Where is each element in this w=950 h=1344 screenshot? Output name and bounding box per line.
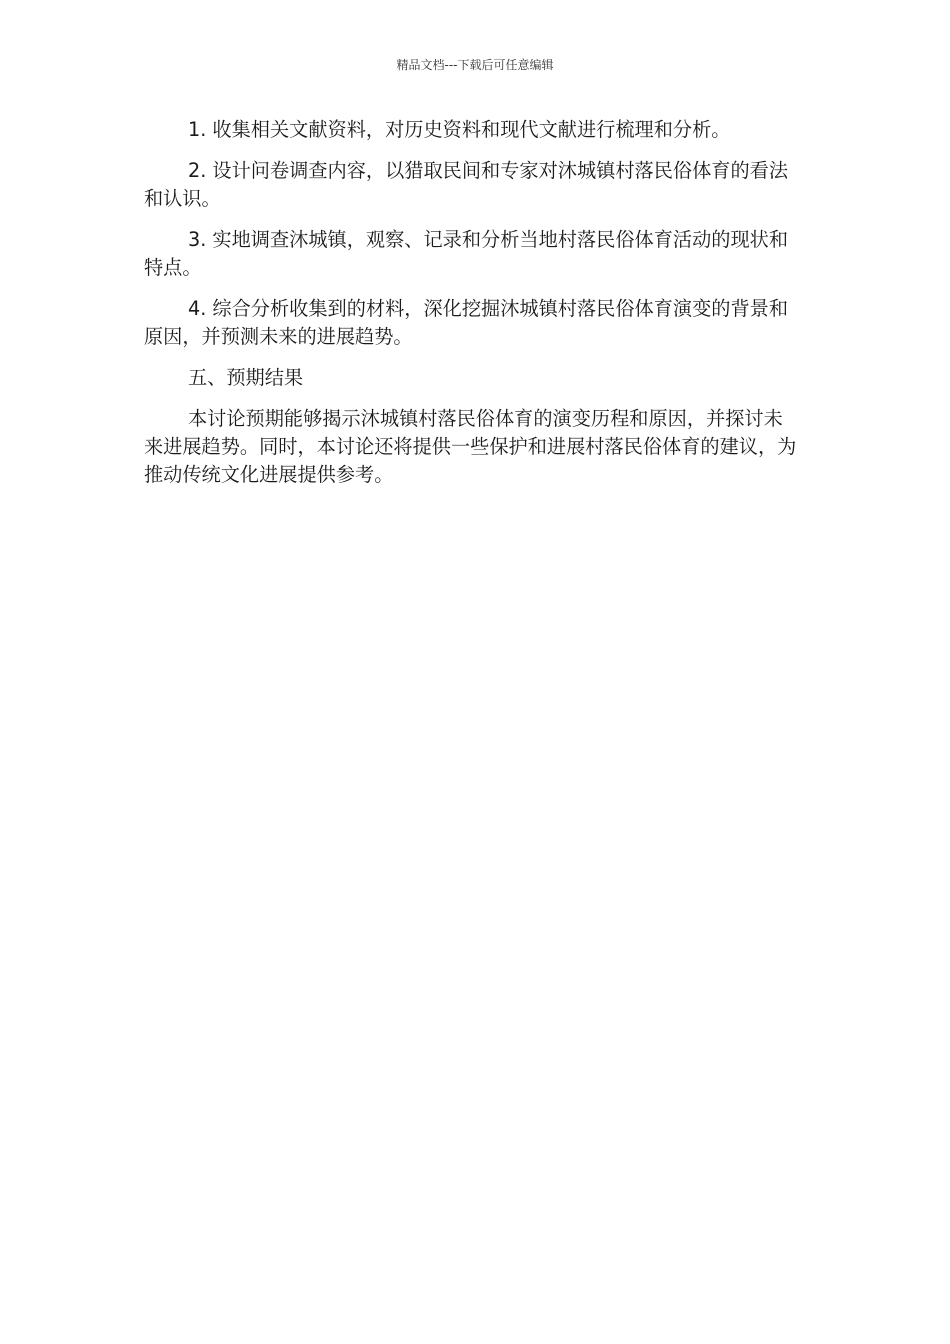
- document-body: [144, 116, 800, 502]
- page-header: 精品文档---下载后可任意编辑: [396, 58, 554, 72]
- body-paragraph: 本讨论预期能够揭示沐城镇村落民俗体育的演变历程和原因，并探讨未来进展趋势。同时，本讨论还将提供一些保护和进展村落民俗体育的建议，为推动传统文化进展提供参考。: [144, 407, 797, 486]
- list-item-2: 2. 设计问卷调查内容，以猎取民间和专家对沐城镇村落民俗体育的看法和认识。: [144, 159, 789, 210]
- list-item-3: 3. 实地调查沐城镇，观察、记录和分析当地村落民俗体育活动的现状和特点。: [144, 228, 789, 279]
- list-item-4: 4. 综合分析收集到的材料，深化挖掘沐城镇村落民俗体育演变的背景和原因，并预测未来的进展趋势。: [144, 297, 789, 348]
- list-item-1: 1. 收集相关文献资料，对历史资料和现代文献进行梳理和分析。: [188, 118, 731, 141]
- section-heading: 五、预期结果: [188, 366, 304, 389]
